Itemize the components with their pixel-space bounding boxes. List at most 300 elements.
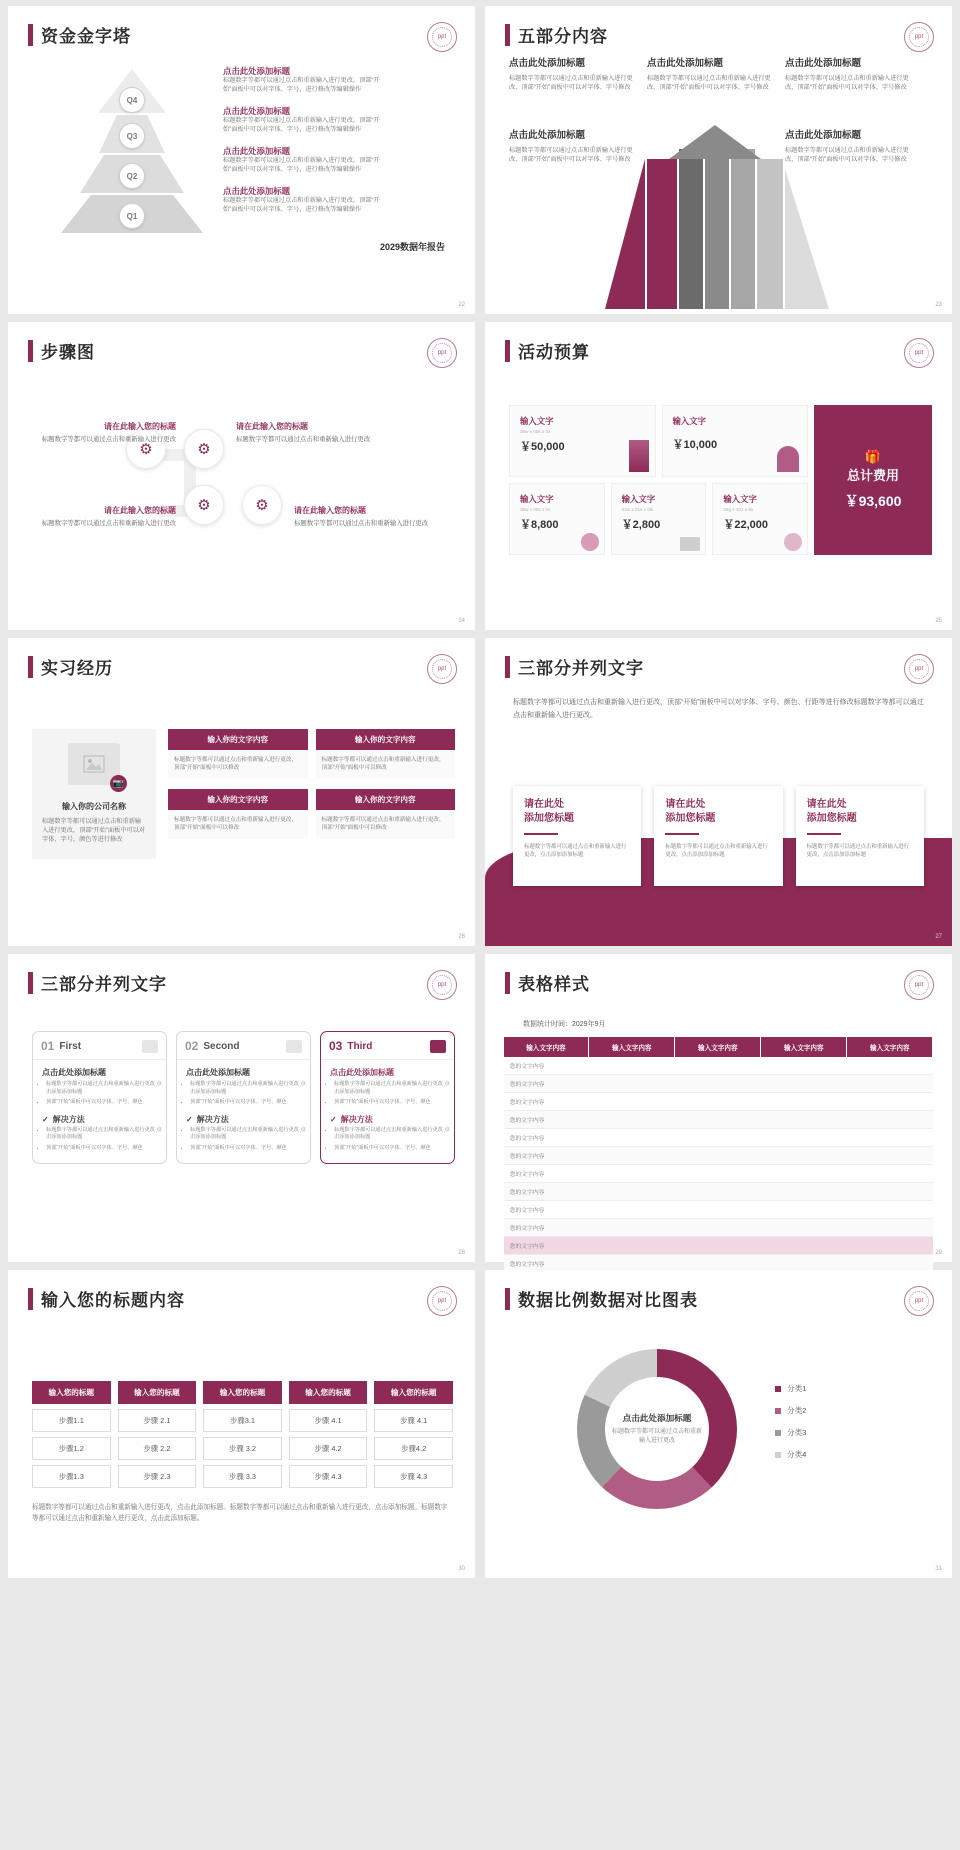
slide-title-row [8,638,475,679]
bullet-list [33,1081,166,1107]
card-sub: 38w x 00s x 0x [520,507,551,512]
solution-label: 解决方法 [196,1114,229,1124]
company-name-label: 输入你的公司名称 [62,802,126,811]
column-header: 输入文字内容 [504,1037,589,1057]
solution-heading [177,1110,310,1127]
legend-swatch [775,1386,781,1392]
donut-chart[interactable] [577,1349,737,1509]
item-title: 请在此输入您的标题 [294,506,366,515]
table-row[interactable] [504,1075,933,1093]
page-title: 数据比例数据对比图表 [518,1291,698,1310]
seal-text: ppt [909,975,929,995]
card-third[interactable] [320,1031,455,1164]
column-header: 输入文字内容 [761,1037,847,1057]
cell[interactable]: 步骤1.2 [32,1437,111,1460]
slide-29[interactable] [485,954,952,1268]
slide-number: 26 [458,934,465,940]
card-title: 输入文字 [723,494,757,504]
card-value: ￥8,800 [520,519,559,531]
total-cost-card [814,405,932,555]
slide-number: 28 [458,1250,465,1256]
cell-title: 输入你的文字内容 [316,729,456,750]
page-title: 三部分并列文字 [41,975,167,994]
slide-title-row [485,6,952,47]
legend-label: 分类4 [787,1450,807,1459]
slide-25[interactable] [485,322,952,630]
seal-text: ppt [432,1291,452,1311]
step-node-4[interactable]: ⚙ [242,485,282,525]
table-row [32,1437,453,1460]
bullet-list [177,1081,310,1107]
title-accent-bar [28,340,33,362]
check-icon: ✓ [42,1114,49,1124]
list-item: • 顶部“开始”面板中可以对字体、字号、颜色 [190,1145,310,1153]
check-icon: ✓ [330,1114,337,1124]
solution-heading [33,1110,166,1127]
legend-swatch [775,1452,781,1458]
budget-area [485,395,952,555]
item-title: 点击此处添加标题 [223,185,290,196]
card-divider [524,833,558,835]
cell: 您的文字内容 [504,1237,589,1255]
cell: 您的文字内容 [504,1201,589,1219]
title-accent-bar [28,972,33,994]
pyramid-badge-q1[interactable]: Q1 [119,203,145,229]
list-item: • 标题数字等都可以通过点击和重新输入进行更改 点击添加添加标题 [190,1081,310,1096]
item-desc: 标题数字等都可以通过点击和重新输入进行更改，顶部“开始”面板中可以对字体、字号修改 [647,75,771,91]
item-title: 点击此处添加标题 [509,58,586,69]
list-item[interactable] [223,145,388,175]
center-desc: 标题数字等都可以通过点击和重新输入进行更改 [611,1429,702,1444]
column-header[interactable]: 输入您的标题 [118,1381,197,1404]
cell[interactable]: 步骤3.1 [203,1409,282,1432]
seal-stamp-icon [904,970,934,1000]
seal-text: ppt [432,975,452,995]
step-table [8,1373,475,1524]
slide-number: 24 [458,618,465,624]
title-accent-bar [505,24,510,46]
internship-area [8,717,475,859]
budget-card-2[interactable] [662,405,809,477]
list-item: • 顶部“开始”面板中可以对字体、字号、颜色 [46,1099,166,1107]
decor-icon [784,533,802,551]
budget-card-3[interactable] [509,483,605,555]
total-value: ￥93,600 [844,493,902,509]
seal-text: ppt [432,343,452,363]
item-title: 点击此处添加标题 [785,58,862,69]
card-divider [807,833,841,835]
card-number: 01 [41,1039,55,1053]
budget-layout [509,405,932,555]
item-title: 点击此处添加标题 [785,130,862,141]
slide-22[interactable] [8,6,475,314]
column-header[interactable]: 输入您的标题 [203,1381,282,1404]
solution-list [321,1127,454,1153]
title-accent-bar [28,1288,33,1310]
cell: 您的文字内容 [504,1183,589,1201]
budget-card-1[interactable] [509,405,656,477]
seal-text: ppt [909,343,929,363]
data-table[interactable] [504,1037,934,1273]
legend-item[interactable] [775,1427,806,1438]
five-item-4[interactable] [509,127,634,165]
item-desc: 标题数字等都可以通过点击和重新输入进行更改，顶部“开始”面板中可以对字体、字号修改 [785,147,909,163]
card-title: 输入文字 [672,416,706,426]
card-value: ￥50,000 [520,441,565,453]
table-row [32,1465,453,1488]
picture-icon [83,755,105,773]
list-item: • 顶部“开始”面板中可以对字体、字号、颜色 [334,1145,454,1153]
card-heading: 点击此处添加标题 [330,1068,394,1077]
page-title: 资金金字塔 [41,27,131,46]
card-desc: 标题数字等都可以通过点击和重新输入进行更改，点击添加添加标题 [665,844,768,859]
slide-title-row [485,1270,952,1311]
cell: 您的文字内容 [504,1255,589,1273]
intro-paragraph: 标题数字等都可以通过点击和重新输入进行更改，顶部“开始”面板中可以对字体、字号、颜色、行距等进行修改标题数字等都可以通过点击和重新输入进行更改。 [513,699,924,719]
five-item-5[interactable] [785,127,910,165]
seal-stamp-icon [904,654,934,684]
tag-icon [286,1040,302,1053]
five-part-area [485,47,952,309]
card-header [321,1032,454,1060]
item-title: 点击此处添加标题 [509,130,586,141]
slide-31[interactable] [485,1270,952,1578]
seal-text: ppt [432,659,452,679]
table-row[interactable] [504,1147,933,1165]
column-header: 输入文字内容 [847,1037,933,1057]
card-name: Third [347,1040,373,1052]
cell[interactable]: 步骤 4.1 [374,1409,453,1432]
slide-28[interactable] [8,954,475,1262]
step-text-4[interactable] [294,505,444,529]
solution-list [33,1127,166,1153]
card-header [177,1032,310,1060]
seal-stamp-icon [904,338,934,368]
item-title: 请在此输入您的标题 [104,422,176,431]
table-row[interactable] [504,1093,933,1111]
cell[interactable]: 步骤 2.1 [118,1409,197,1432]
card-name: Second [203,1040,240,1052]
card-heading: 点击此处添加标题 [186,1068,250,1077]
solution-label: 解决方法 [52,1114,85,1124]
cell-desc: 标题数字等都可以通过点击和重新输入进行更改，顶部“开始”面板中可以修改 [168,750,308,779]
card-value: ￥10,000 [672,439,718,451]
budget-card-4[interactable] [611,483,707,555]
item-desc: 标题数字等都可以通过点击和重新输入进行更改，顶部“开始”面板中可以对字体、字号修改 [509,147,633,163]
donut-chart-area [485,1311,952,1541]
table-row[interactable] [504,1129,933,1147]
cell[interactable]: 步骤 2.3 [118,1465,197,1488]
table-row[interactable] [504,1111,933,1129]
list-item: • 标题数字等都可以通过点击和重新输入进行更改 点击添加添加标题 [190,1127,310,1142]
company-block[interactable] [32,729,156,859]
slide-24[interactable] [8,322,475,630]
five-item-1[interactable] [509,55,634,93]
card-desc: 标题数字等都可以通过点击和重新输入进行更改，点击添加添加标题 [524,844,627,859]
card-sub: 28g x 10,t x 8x [723,507,754,512]
card-sub: 02w x 01s x 0/k [621,507,654,512]
card-title: 请在此处 添加您标题 [665,799,716,824]
donut-center [605,1377,709,1481]
total-label: 总计费用 [846,468,899,483]
cell[interactable]: 步骤 4.2 [289,1437,368,1460]
slide-26[interactable] [8,638,475,946]
card-title: 输入文字 [520,416,554,426]
slide-30[interactable] [8,1270,475,1578]
slide-title-row [485,322,952,363]
gift-icon: 🎁 [864,449,882,464]
cell[interactable]: 步骤 4.3 [289,1465,368,1488]
three-cards [513,786,924,886]
cell-desc: 标题数字等都可以通过点击和重新输入进行更改，顶部“开始”面板中可以修改 [316,750,456,779]
page-title: 活动预算 [518,343,590,362]
step-node-2[interactable]: ⚙ [184,429,224,469]
legend-label: 分类2 [787,1406,807,1415]
three-column-cards [8,1023,475,1164]
card-number: 03 [329,1039,343,1053]
card-name: First [59,1040,82,1052]
item-desc: 标题数字等都可以通过点击和重新输入进行更改 [41,436,176,443]
title-accent-bar [505,656,510,678]
legend-swatch [775,1430,781,1436]
cell: 您的文字内容 [504,1147,589,1165]
cell-desc: 标题数字等都可以通过点击和重新输入进行更改，顶部“开始”面板中可以修改 [168,810,308,839]
column-header[interactable]: 输入您的标题 [32,1381,111,1404]
card-desc: 标题数字等都可以通过点击和重新输入进行更改，点击添加添加标题 [806,844,910,859]
pyramid-badge-q3[interactable]: Q3 [119,123,145,149]
table-row [32,1409,453,1432]
item-desc: 标题数字等都可以通过点击和重新输入进行更改，顶部“开始”面板中可以对字体、字号、进行修改等编辑操作 [223,156,380,173]
seal-stamp-icon [427,1286,457,1316]
title-accent-bar [505,972,510,994]
slide-title-row [8,6,475,47]
cell: 您的文字内容 [504,1075,589,1093]
cell[interactable]: 步骤 4.1 [289,1409,368,1432]
item-desc: 标题数字等都可以通过点击和重新输入进行更改，顶部“开始”面板中可以对字体、字号、进行修改等编辑操作 [223,196,380,213]
card-heading: 点击此处添加标题 [42,1068,106,1077]
card-2[interactable] [654,786,782,886]
legend-item[interactable] [775,1383,806,1394]
column-header: 输入文字内容 [589,1037,675,1057]
card-title: 输入文字 [520,494,554,504]
step-text-1[interactable] [26,421,176,445]
cell: 您的文字内容 [504,1057,589,1075]
table-body [504,1057,933,1273]
slide-number: 25 [935,618,942,624]
cell[interactable]: 步骤 4.3 [374,1465,453,1488]
add-photo-button[interactable]: 📷 [110,775,127,792]
item-title: 点击此处添加标题 [647,58,724,69]
title-accent-bar [28,656,33,678]
solution-label: 解决方法 [340,1114,373,1124]
column-header[interactable]: 输入您的标题 [374,1381,453,1404]
table-row[interactable] [504,1165,933,1183]
decor-icon [581,533,599,551]
cell-2[interactable] [316,729,456,779]
bullet-list [321,1081,454,1107]
cell: 您的文字内容 [504,1093,589,1111]
item-desc: 标题数字等都可以通过点击和重新输入进行更改，顶部“开始”面板中可以对字体、字号修改 [509,75,633,91]
list-item: • 顶部“开始”面板中可以对字体、字号、颜色 [334,1099,454,1107]
page-title: 三部分并列文字 [518,659,644,678]
slide-title-row [485,638,952,679]
cells-grid [168,729,455,859]
cell[interactable]: 步骤4.2 [374,1437,453,1460]
table-date-label: 数据统计时间：2029年9月 [523,1021,606,1028]
slide-number: 29 [935,1250,942,1256]
table-header-row [32,1381,453,1404]
seal-text: ppt [909,659,929,679]
page-title: 实习经历 [41,659,113,678]
item-desc: 标题数字等都可以通过点击和重新输入进行更改 [294,520,429,527]
cell: 您的文字内容 [504,1165,589,1183]
slide-number: 23 [935,302,942,308]
card-number: 02 [185,1039,199,1053]
cell-3[interactable] [168,789,308,839]
slide-title-row [485,954,952,995]
list-item[interactable] [223,65,388,95]
column-header: 输入文字内容 [675,1037,761,1057]
card-title: 请在此处 添加您标题 [806,799,857,824]
card-1[interactable] [513,786,641,886]
tag-icon [430,1040,446,1053]
pyramid-badge-q2[interactable]: Q2 [119,163,145,189]
page-title: 五部分内容 [518,27,608,46]
image-placeholder-icon[interactable] [68,743,125,788]
seal-text: ppt [432,27,452,47]
slide-footer-label: 2029数据年报告 [379,242,445,252]
seal-stamp-icon [427,970,457,1000]
cell: 您的文字内容 [504,1129,589,1147]
footer-paragraph: 标题数字等都可以通过点击和重新输入进行更改，点击此添加标题。标题数字等都可以通过点击和重新输入进行更改，点击添加标题。标题数字等都可以通过点击和重新输入进行更改，点击此添加标题。 [32,1504,448,1523]
company-desc: 标题数字等都可以通过点击和重新输入进行更改，顶部“开始”面板中可以对字体、字号、颜色等进行修改 [42,818,146,843]
seal-stamp-icon [427,654,457,684]
slide-27[interactable] [485,638,952,946]
title-accent-bar [505,340,510,362]
pyramid-text-list [223,65,388,225]
slide-title-row [8,954,475,995]
item-desc: 标题数字等都可以通过点击和重新输入进行更改 [236,436,371,443]
table-row[interactable] [504,1057,933,1075]
cell-4[interactable] [316,789,456,839]
cell-desc: 标题数字等都可以通过点击和重新输入进行更改，顶部“开始”面板中可以修改 [316,810,456,839]
legend-label: 分类1 [787,1384,807,1393]
legend-swatch [775,1408,781,1414]
list-item: • 顶部“开始”面板中可以对字体、字号、颜色 [46,1145,166,1153]
item-title: 点击此处添加标题 [223,105,290,116]
list-item[interactable] [223,105,388,135]
check-icon: ✓ [186,1114,193,1124]
slide-number: 22 [458,302,465,308]
list-item: • 标题数字等都可以通过点击和重新输入进行更改 点击添加添加标题 [334,1127,454,1142]
table-row[interactable] [504,1219,933,1237]
card-title: 输入文字 [621,494,656,504]
seal-text: ppt [909,1291,929,1311]
cell-1[interactable] [168,729,308,779]
item-title: 请在此输入您的标题 [104,506,176,515]
card-value: ￥2,800 [621,519,661,531]
cell[interactable]: 步骤1.1 [32,1409,111,1432]
center-title: 点击此处添加标题 [622,1413,692,1423]
page-title: 表格样式 [518,975,590,994]
seal-text: ppt [909,27,929,47]
solution-heading [321,1110,454,1127]
person-icon [777,446,799,472]
table-row[interactable] [504,1237,933,1255]
building-icon [629,440,649,472]
budget-card-5[interactable] [712,483,808,555]
tag-icon [142,1040,158,1053]
cell[interactable]: 步骤1.3 [32,1465,111,1488]
step-node-3[interactable]: ⚙ [184,485,224,525]
step-text-3[interactable] [26,505,176,529]
page-title: 步骤图 [41,343,95,362]
slide-grid [8,6,952,1578]
item-desc: 标题数字等都可以通过点击和重新输入进行更改 [41,520,176,527]
card-second[interactable] [176,1031,311,1164]
cell-title: 输入你的文字内容 [168,789,308,810]
solution-list [177,1127,310,1153]
slide-title-row [8,1270,475,1311]
five-item-3[interactable] [785,55,910,93]
item-title: 请在此输入您的标题 [236,422,308,431]
item-desc: 标题数字等都可以通过点击和重新输入进行更改，顶部“开始”面板中可以对字体、字号、进行修改等编辑操作 [223,116,380,133]
card-header [33,1032,166,1060]
item-title: 点击此处添加标题 [223,145,290,156]
cell[interactable]: 步骤 2.2 [118,1437,197,1460]
list-item: • 标题数字等都可以通过点击和重新输入进行更改 点击添加添加标题 [46,1127,166,1142]
cell[interactable]: 步骤 3.2 [203,1437,282,1460]
list-item: • 顶部“开始”面板中可以对字体、字号、颜色 [190,1099,310,1107]
cell[interactable]: 步骤 3.3 [203,1465,282,1488]
steps-diagram [8,363,475,603]
item-desc: 标题数字等都可以通过点击和重新输入进行更改，顶部“开始”面板中可以对字体、字号修改 [785,75,909,91]
five-item-2[interactable] [647,55,772,93]
table-header-row [504,1037,933,1057]
slide-title-row [8,322,475,363]
table-row[interactable] [504,1201,933,1219]
cell: 您的文字内容 [504,1219,589,1237]
table-row[interactable] [504,1183,933,1201]
item-desc: 标题数字等都可以通过点击和重新输入进行更改，顶部“开始”面板中可以对字体、字号、进行修改等编辑操作 [223,77,380,93]
list-item: • 标题数字等都可以通过点击和重新输入进行更改 点击添加添加标题 [46,1081,166,1096]
page-title: 输入您的标题内容 [41,1291,185,1310]
card-sub: 38w x 00s x 0x [520,429,551,434]
pyramid-area [8,47,475,277]
cell-title: 输入你的文字内容 [316,789,456,810]
slide-number: 31 [935,1566,942,1572]
legend-label: 分类3 [787,1428,807,1437]
slide-number: 27 [935,934,942,940]
card-3[interactable] [796,786,924,886]
card-first[interactable] [32,1031,167,1164]
step-text-2[interactable] [236,421,386,445]
column-header[interactable]: 输入您的标题 [289,1381,368,1404]
pyramid-badge-q4[interactable]: Q4 [119,87,145,113]
card-title: 请在此处 添加您标题 [524,799,574,824]
cell: 您的文字内容 [504,1111,589,1129]
legend-item[interactable] [775,1449,806,1460]
title-accent-bar [28,24,33,46]
list-item[interactable] [223,185,388,215]
chart-legend [775,1383,806,1471]
item-title: 点击此处添加标题 [223,66,290,76]
legend-item[interactable] [775,1405,806,1416]
step-node-1[interactable]: ⚙ [126,429,166,469]
card-divider [665,833,699,835]
slide-23[interactable] [485,6,952,314]
title-accent-bar [505,1288,510,1310]
